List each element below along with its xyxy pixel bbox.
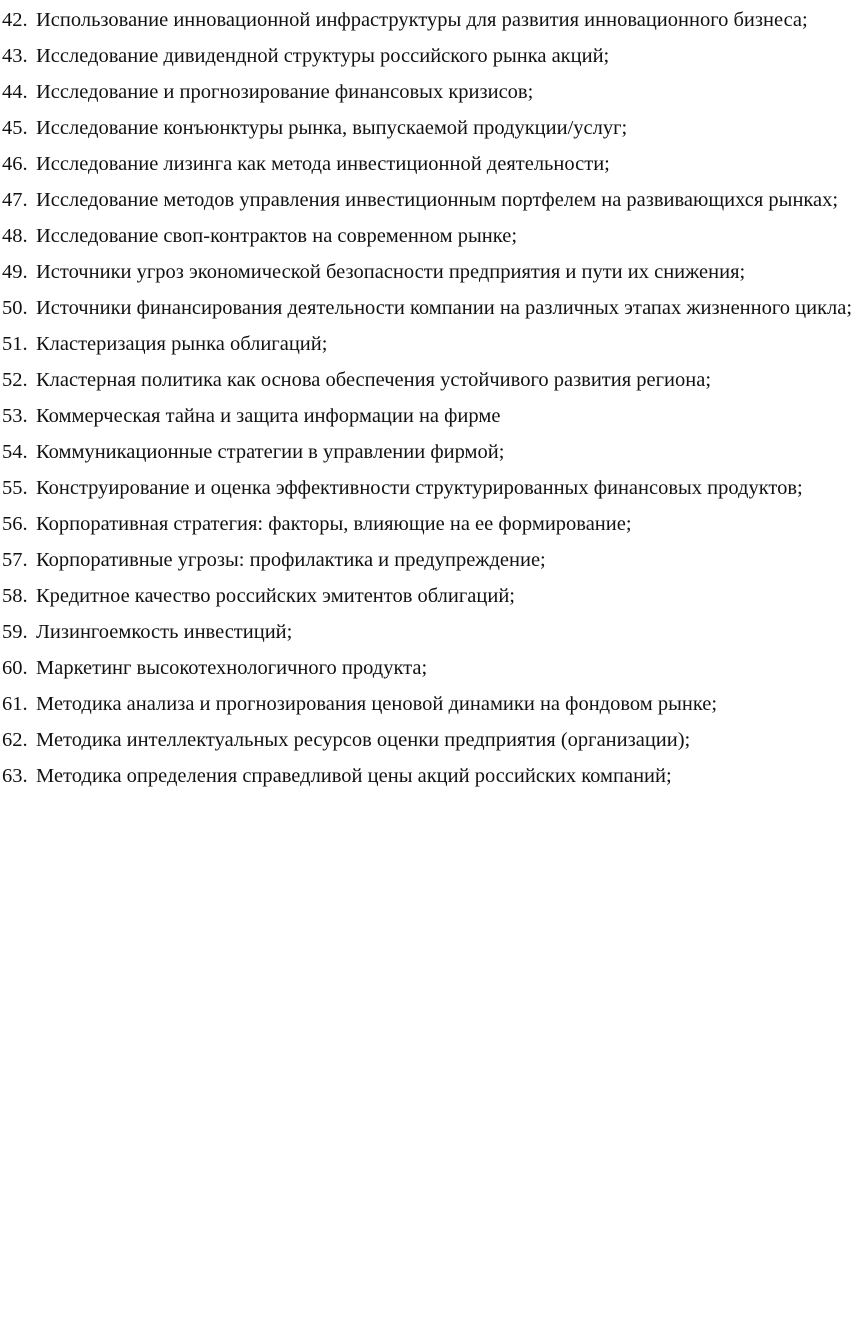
list-item (2, 614, 864, 650)
item-number: 56. (2, 513, 28, 535)
list-item (2, 38, 864, 74)
list-item (2, 434, 864, 470)
item-number: 50. (2, 297, 28, 319)
item-number: 49. (2, 261, 28, 283)
list-item (2, 542, 864, 578)
list-item (2, 326, 864, 362)
list-item (2, 722, 864, 758)
list-item (2, 74, 864, 110)
item-number: 58. (2, 585, 28, 607)
item-text: Корпоративные угрозы: профилактика и предупреждение; (36, 549, 546, 571)
item-number: 46. (2, 153, 28, 175)
list-item (2, 110, 864, 146)
item-text: Коммуникационные стратегии в управлении фирмой; (36, 441, 505, 463)
list-item (2, 686, 864, 722)
item-text: Кластерная политика как основа обеспечения устойчивого развития региона; (36, 369, 712, 391)
list-item (2, 650, 864, 686)
item-text: Источники финансирования деятельности компании на различных этапах жизненного цикла; (36, 297, 853, 319)
item-text: Исследование методов управления инвестиционным портфелем на развивающихся рынках; (36, 189, 839, 211)
item-text: Исследование лизинга как метода инвестиционной деятельности; (36, 153, 610, 175)
item-text: Корпоративная стратегия: факторы, влияющие на ее формирование; (36, 513, 632, 535)
item-number: 44. (2, 81, 28, 103)
list-item (2, 506, 864, 542)
item-number: 48. (2, 225, 28, 247)
item-number: 60. (2, 657, 28, 679)
item-number: 47. (2, 189, 28, 211)
item-text: Исследование своп-контрактов на современном рынке; (36, 225, 518, 247)
list-item (2, 470, 864, 506)
item-number: 43. (2, 45, 28, 67)
item-text: Исследование и прогнозирование финансовых кризисов; (36, 81, 534, 103)
item-text: Лизингоемкость инвестиций; (36, 621, 293, 643)
list-item (2, 398, 864, 434)
list-item (2, 182, 864, 218)
list-item (2, 146, 864, 182)
item-text: Кредитное качество российских эмитентов облигаций; (36, 585, 515, 607)
topic-list (2, 2, 864, 794)
item-text: Источники угроз экономической безопасности предприятия и пути их снижения; (36, 261, 746, 283)
item-number: 53. (2, 405, 28, 427)
item-number: 57. (2, 549, 28, 571)
item-number: 45. (2, 117, 28, 139)
item-number: 55. (2, 477, 28, 499)
item-number: 63. (2, 765, 28, 787)
item-number: 42. (2, 9, 28, 31)
item-number: 59. (2, 621, 28, 643)
list-item (2, 218, 864, 254)
item-text: Конструирование и оценка эффективности структурированных финансовых продуктов; (36, 477, 803, 499)
item-text: Исследование конъюнктуры рынка, выпускаемой продукции/услуг; (36, 117, 628, 139)
list-item (2, 758, 864, 794)
list-item (2, 578, 864, 614)
list-item (2, 362, 864, 398)
item-text: Методика анализа и прогнозирования ценовой динамики на фондовом рынке; (36, 693, 718, 715)
item-text: Методика интеллектуальных ресурсов оценки предприятия (организации); (36, 729, 691, 751)
list-item (2, 290, 864, 326)
list-item (2, 2, 864, 38)
item-text: Маркетинг высокотехнологичного продукта; (36, 657, 428, 679)
item-text: Методика определения справедливой цены акций российских компаний; (36, 765, 672, 787)
item-number: 62. (2, 729, 28, 751)
item-text: Исследование дивидендной структуры российского рынка акций; (36, 45, 610, 67)
item-number: 52. (2, 369, 28, 391)
item-number: 61. (2, 693, 28, 715)
item-text: Коммерческая тайна и защита информации на фирме (36, 405, 501, 427)
list-item (2, 254, 864, 290)
item-number: 51. (2, 333, 28, 355)
item-number: 54. (2, 441, 28, 463)
item-text: Использование инновационной инфраструктуры для развития инновационного бизнеса; (36, 9, 808, 31)
item-text: Кластеризация рынка облигаций; (36, 333, 328, 355)
